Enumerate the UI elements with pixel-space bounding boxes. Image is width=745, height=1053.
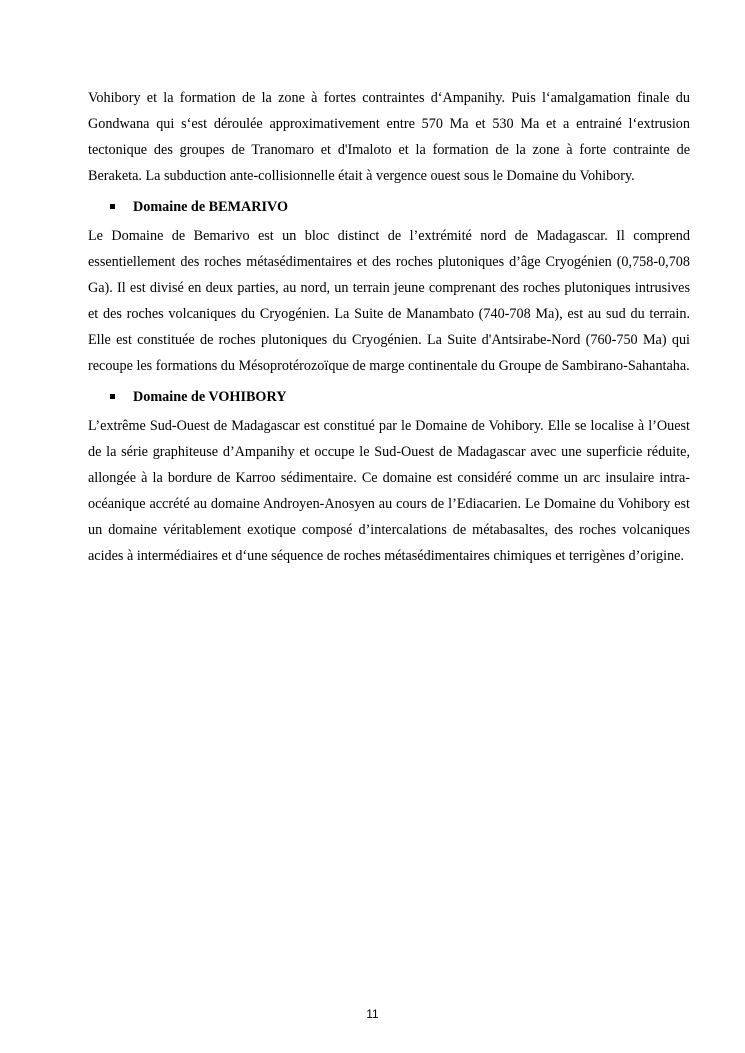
document-body <box>88 85 690 569</box>
section-heading-bemarivo <box>88 194 690 220</box>
section-heading-vohibory-text: Domaine de VOHIBORY <box>133 389 287 405</box>
section-heading-vohibory <box>88 384 690 410</box>
square-bullet-icon <box>110 394 115 399</box>
page-number: 11 <box>366 1007 379 1021</box>
square-bullet-icon <box>110 204 115 209</box>
paragraph-intro: Vohibory et la formation de la zone à fortes contraintes d‘Ampanihy. Puis l‘amalgamation finale du Gondwana qui s‘est déroulée approximativement entre 570 Ma et 530 Ma et a entrainé l‘extrusion tectonique des groupes de Tranomaro et d'Imaloto et la formation de la zone à forte contrainte de Beraketa. La subduction ante-collisionnelle était à vergence ouest sous le Domaine du Vohibory. <box>88 90 690 184</box>
paragraph-vohibory: L’extrême Sud-Ouest de Madagascar est constitué par le Domaine de Vohibory. Elle se localise à l’Ouest de la série graphiteuse d’Ampanihy et occupe le Sud-Ouest de Madagascar avec une superficie réduite, allongée à la bordure de Karroo sédimentaire. Ce domaine est considéré comme un arc insulaire intra-océanique accrété au domaine Androyen-Anosyen au cours de l’Ediacarien. Le Domaine du Vohibory est un domaine véritablement exotique composé d’intercalations de métabasaltes, des roches volcaniques acides à intermédiaires et d‘une séquence de roches métasédimentaires chimiques et terrigènes d’origine. <box>88 418 690 564</box>
section-heading-bemarivo-text: Domaine de BEMARIVO <box>133 199 288 215</box>
paragraph-bemarivo: Le Domaine de Bemarivo est un bloc distinct de l’extrémité nord de Madagascar. Il comprend essentiellement des roches métasédimentaires et des roches plutoniques d’âge Cryogénien (0,758-0,708 Ga). Il est divisé en deux parties, au nord, un terrain jeune comprenant des roches plutoniques intrusives et des roches volcaniques du Cryogénien. La Suite de Manambato (740-708 Ma), est au sud du terrain. Elle est constituée de roches plutoniques du Cryogénien. La Suite d'Antsirabe-Nord (760-750 Ma) qui recoupe les formations du Mésoprotérozoïque de marge continentale du Groupe de Sambirano-Sahantaha. <box>88 228 690 374</box>
